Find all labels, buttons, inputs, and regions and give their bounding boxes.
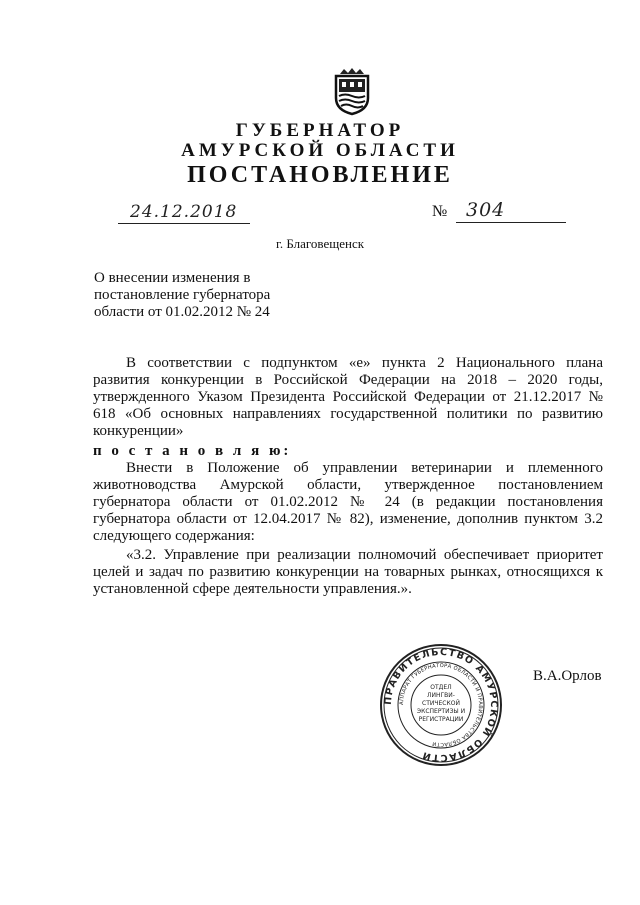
number-label: № (432, 203, 448, 220)
issuer-title-line2: АМУРСКОЙ ОБЛАСТИ (181, 140, 459, 161)
issuer-title-line1: ГУБЕРНАТОР (235, 120, 405, 141)
date-underline (118, 223, 250, 224)
document-type-title: ПОСТАНОВЛЕНИЕ (187, 162, 453, 188)
handwritten-number: 304 (466, 199, 506, 221)
svg-text:ЭКСПЕРТИЗЫ И: ЭКСПЕРТИЗЫ И (416, 708, 466, 715)
subject-line: постановление губернатора (94, 287, 271, 303)
number-underline (456, 222, 566, 223)
svg-text:СТИЧЕСКОЙ: СТИЧЕСКОЙ (422, 700, 460, 707)
coat-of-arms-icon (330, 66, 374, 116)
subject-line: О внесении изменения в (94, 270, 251, 286)
decree-word: п о с т а н о в л я ю: (93, 443, 292, 459)
svg-text:РЕГИСТРАЦИИ: РЕГИСТРАЦИИ (418, 716, 464, 723)
svg-text:ПРАВИТЕЛЬСТВО АМУРСКОЙ ОБЛАСТИ: ПРАВИТЕЛЬСТВО АМУРСКОЙ ОБЛАСТИ (382, 646, 500, 764)
subject-line: области от 01.02.2012 № 24 (94, 304, 270, 320)
number-field (456, 199, 566, 221)
svg-text:ОТДЕЛ: ОТДЕЛ (430, 684, 452, 691)
official-stamp (378, 642, 504, 768)
new-clause-paragraph: «3.2. Управление при реализации полномочий обеспечивает приоритет целей и задач по развитию конкуренции на товарных рынках, относящихся к установленной сфере деятельности управления.». (93, 547, 603, 597)
svg-text:ЛИНГВИ-: ЛИНГВИ- (427, 692, 455, 699)
amendment-paragraph: Внести в Положение об управлении ветеринарии и племенного животноводства Амурской области, утвержденное постановлением губернатора области от 01.02.2012 № 24 (в редакции постановления губернатора области от 12.04.2017 № 82), изменение, дополнив пунктом 3.2 следующего содержания: (93, 460, 603, 544)
handwritten-date: 24.12.2018 (130, 202, 238, 222)
preamble-paragraph: В соответствии с подпунктом «е» пункта 2 Национального плана развития конкуренции в Российской Федерации на 2018 – 2020 годы, утвержденного Указом Президента Российской Федерации от 21.12.2017 № 618 «Об основных направлениях государственной политики по развитию конкуренции» (93, 355, 603, 439)
document-subject (94, 270, 334, 321)
date-field (118, 202, 250, 222)
signatory-name: В.А.Орлов (533, 668, 602, 684)
city: г. Благовещенск (275, 236, 365, 251)
svg-text:АППАРАТ ГУБЕРНАТОРА ОБЛАСТИ И: АППАРАТ ГУБЕРНАТОРА ОБЛАСТИ И ПРАВИТЕЛЬСТВА ОБЛАСТИ (398, 662, 484, 748)
